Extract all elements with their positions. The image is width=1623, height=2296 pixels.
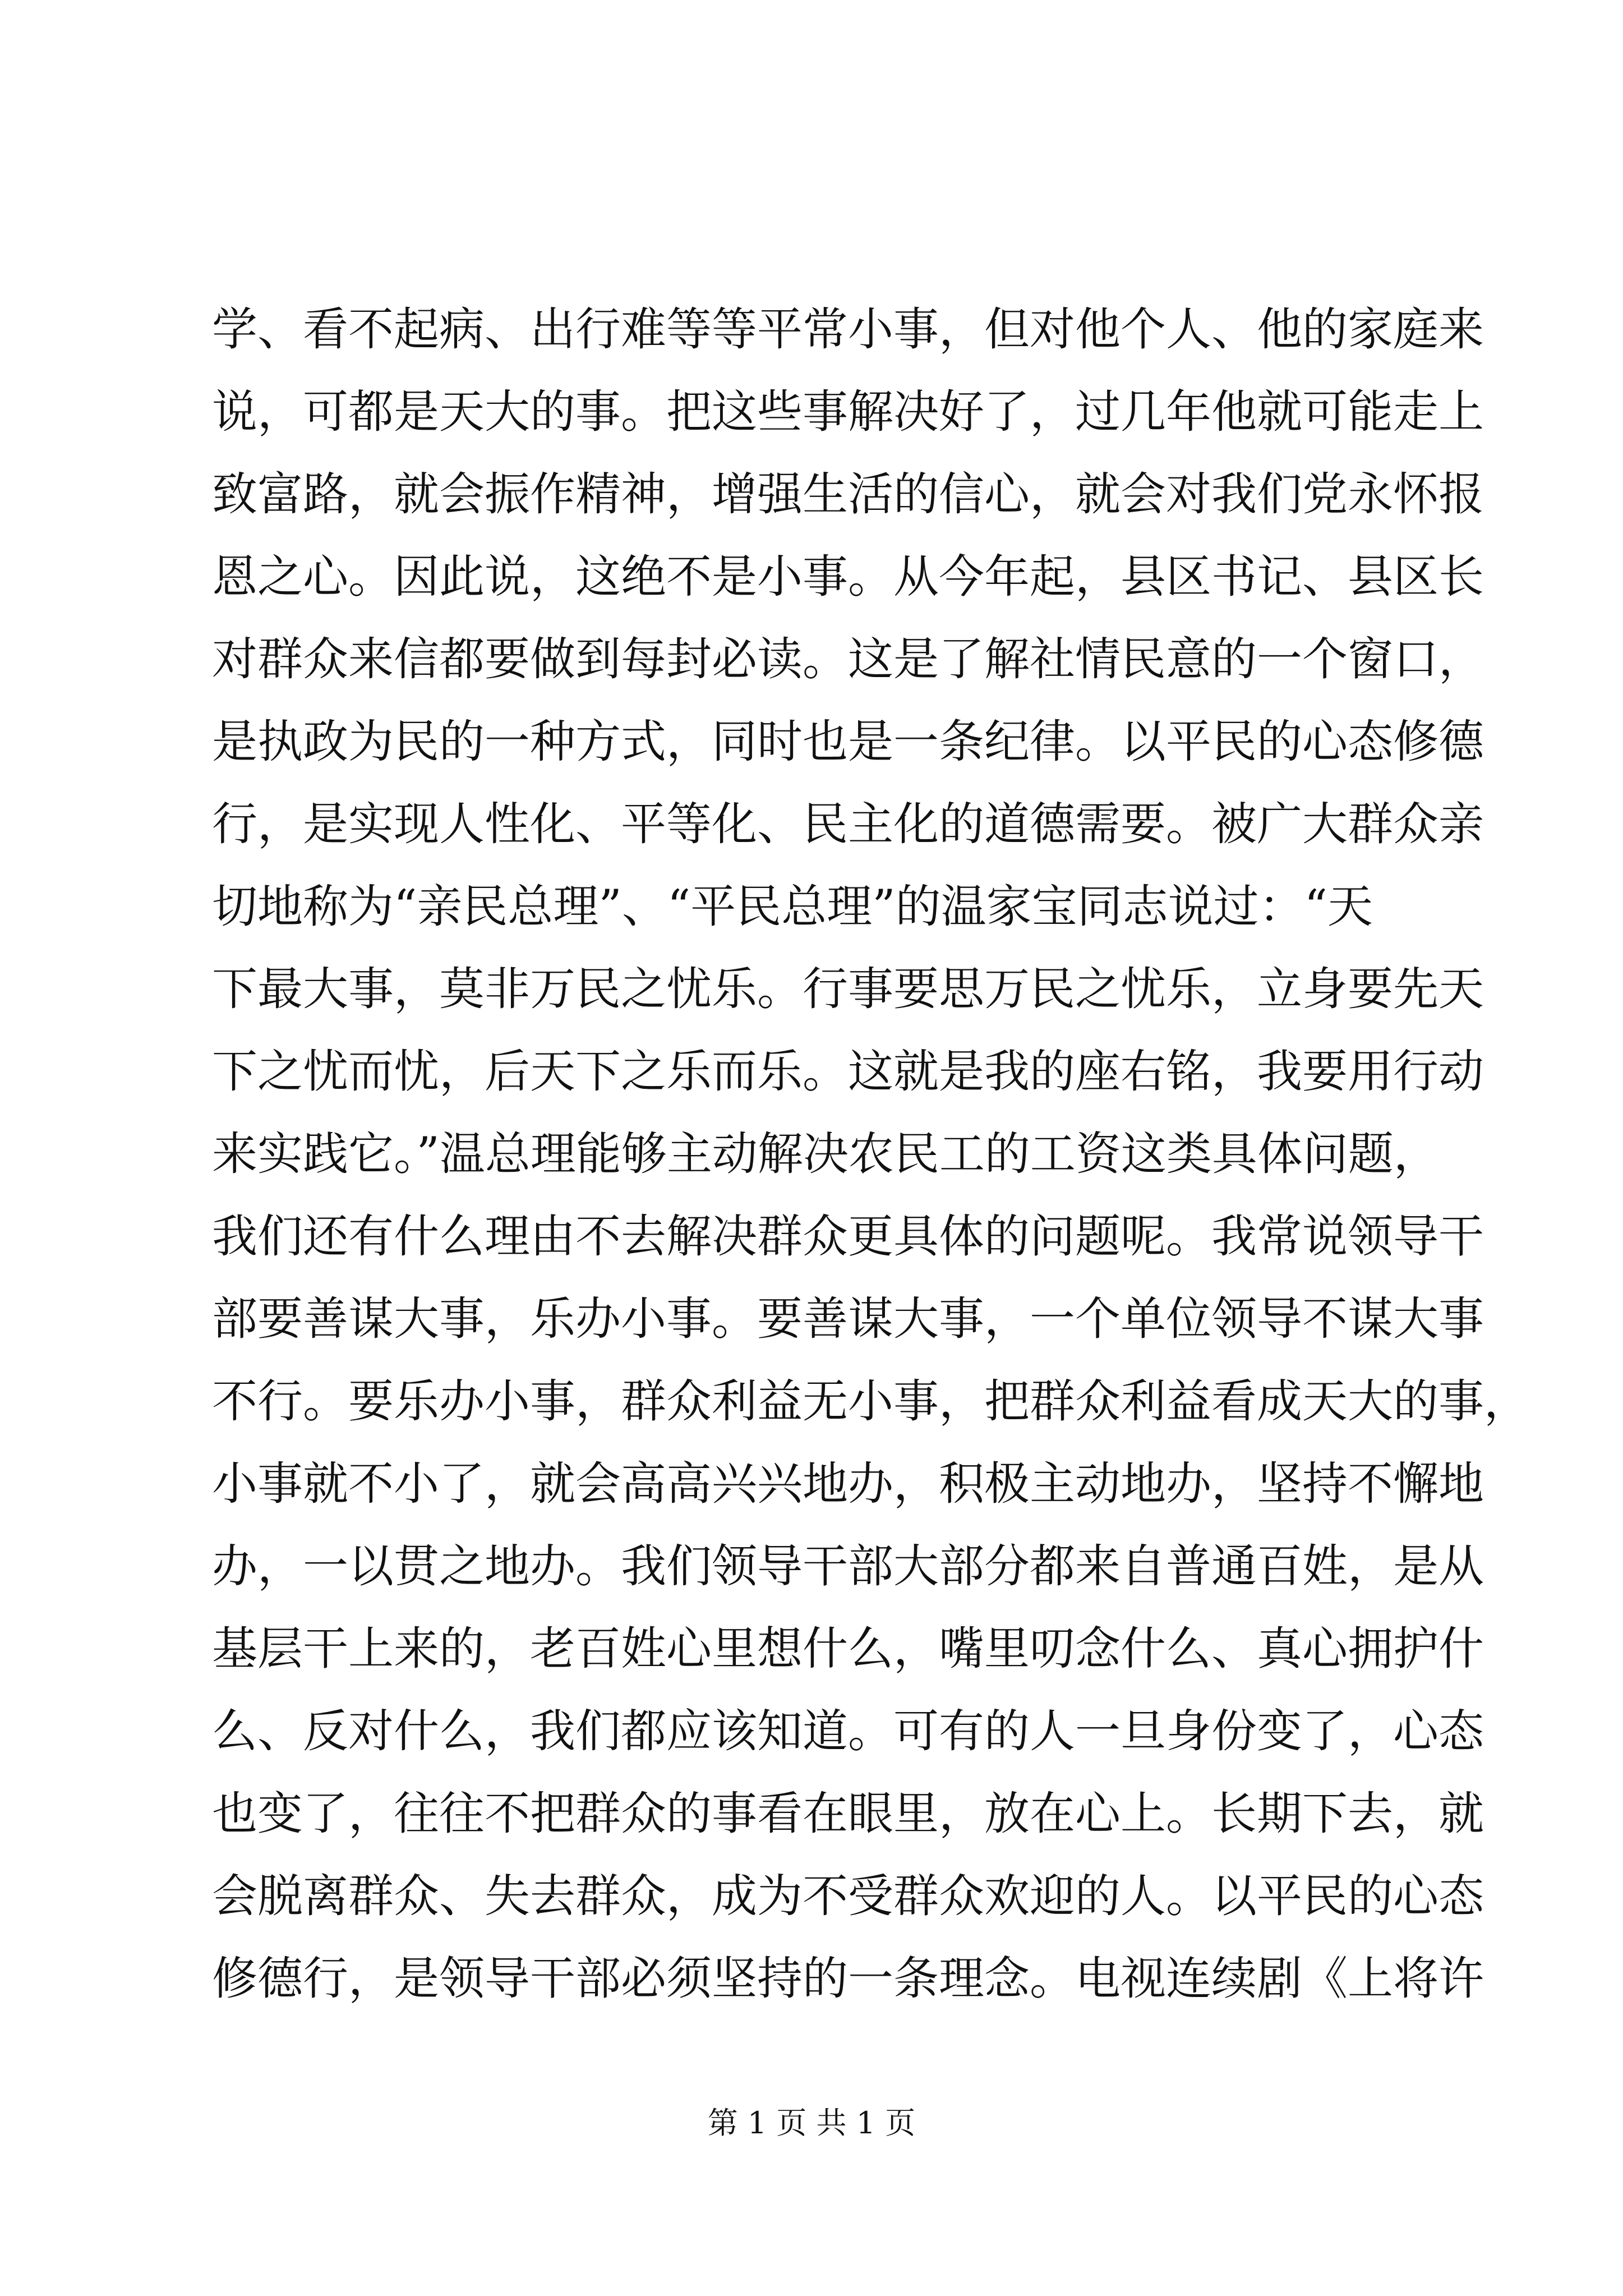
text-line: 不行。要乐办小事，群众利益无小事，把群众利益看成天大的事， <box>212 1375 1530 1428</box>
text-line: 对群众来信都要做到每封必读。这是了解社情民意的一个窗口， <box>212 633 1484 686</box>
text-line: 下之忧而忧，后天下之乐而乐。这就是我的座右铭，我要用行动 <box>212 1046 1484 1098</box>
body-text <box>212 289 1623 2021</box>
text-line: 恩之心。因此说，这绝不是小事。从今年起，县区书记、县区长 <box>212 551 1484 604</box>
text-line: 是执政为民的一种方式，同时也是一条纪律。以平民的心态修德 <box>212 716 1484 769</box>
page-footer: 第 1 页 共 1 页 <box>707 2105 916 2141</box>
text-line: 我们还有什么理由不去解决群众更具体的问题呢。我常说领导干 <box>212 1211 1484 1263</box>
text-line: 小事就不小了，就会高高兴兴地办，积极主动地办，坚持不懈地 <box>212 1458 1484 1511</box>
text-line: 学、看不起病、出行难等等平常小事，但对他个人、他的家庭来 <box>212 303 1484 356</box>
text-line: 说，可都是天大的事。把这些事解决好了，过几年他就可能走上 <box>212 386 1484 439</box>
text-line: 基层干上来的，老百姓心里想什么，嘴里叨念什么、真心拥护什 <box>212 1623 1484 1676</box>
text-line: 办，一以贯之地办。我们领导干部大部分都来自普通百姓，是从 <box>212 1540 1484 1593</box>
text-line: 也变了，往往不把群众的事看在眼里，放在心上。长期下去，就 <box>212 1788 1484 1841</box>
text-line: 致富路，就会振作精神，增强生活的信心，就会对我们党永怀报 <box>212 468 1484 521</box>
text-line: 行，是实现人性化、平等化、民主化的道德需要。被广大群众亲 <box>212 798 1484 851</box>
text-line: 下最大事，莫非万民之忧乐。行事要思万民之忧乐，立身要先天 <box>212 963 1484 1016</box>
text-line: 部要善谋大事，乐办小事。要善谋大事，一个单位领导不谋大事 <box>212 1293 1484 1346</box>
text-line: 么、反对什么，我们都应该知道。可有的人一旦身份变了，心态 <box>212 1705 1484 1758</box>
text-line: 切地称为“亲民总理”、“平民总理”的温家宝同志说过：“天 <box>212 881 1373 933</box>
text-line: 会脱离群众、失去群众，成为不受群众欢迎的人。以平民的心态 <box>212 1870 1484 1923</box>
text-line: 修德行，是领导干部必须坚持的一条理念。电视连续剧《上将许 <box>212 1953 1484 2005</box>
text-line: 来实践它。”温总理能够主动解决农民工的工资这类具体问题， <box>212 1128 1439 1181</box>
